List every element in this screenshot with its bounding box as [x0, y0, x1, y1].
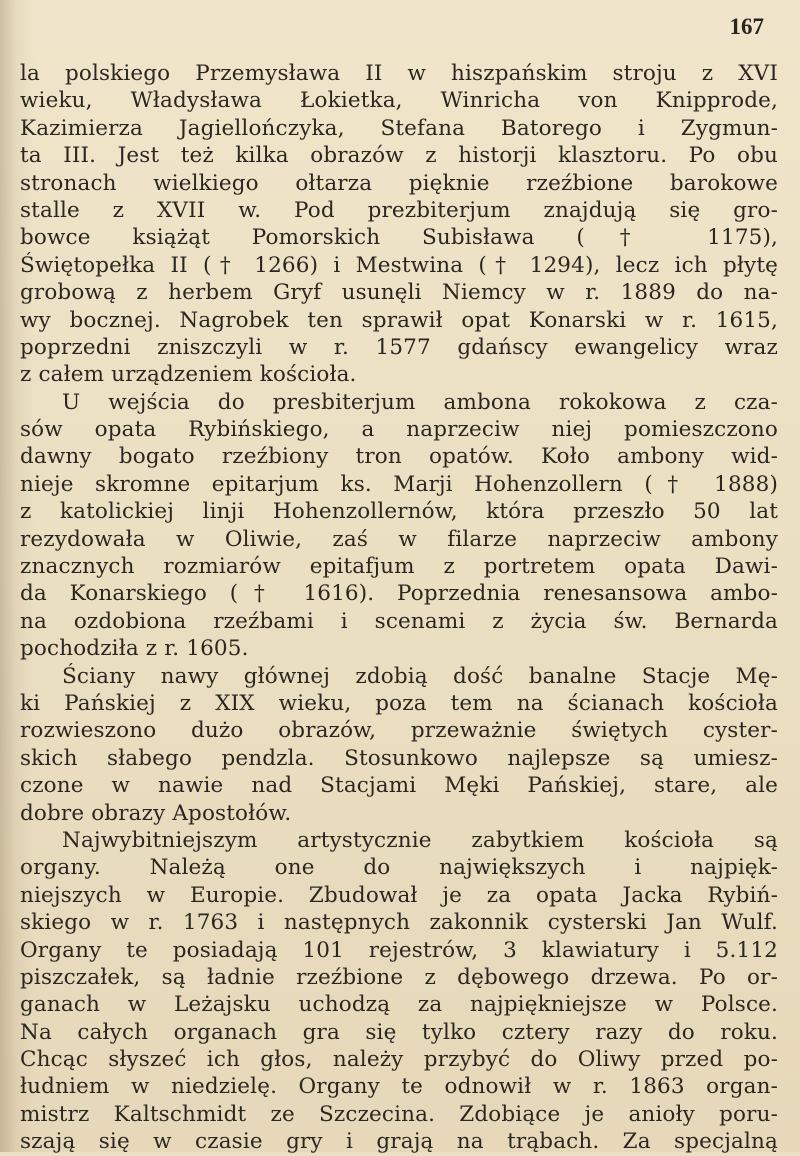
text-line: mistrz Kaltschmidt ze Szczecina. Zdobiące je anioły poru- — [20, 1101, 778, 1127]
text-line: ganach w Leżajsku uchodzą za najpiękniejsze w Polsce. — [20, 992, 778, 1018]
text-line: bowce książąt Pomorskich Subisława († 1175), — [20, 225, 778, 251]
text-line: la polskiego Przemysława II w hiszpańskim stroju z XVI — [20, 61, 778, 86]
text-line: da Konarskiego († 1616). Poprzednia renesansowa ambo- — [20, 581, 778, 607]
text-line: organy. Należą one do największych i najpięk- — [20, 855, 778, 881]
text-line: wy bocznej. Nagrobek ten sprawił opat Konarski w r. 1615, — [20, 307, 778, 333]
text-line: dobre obrazy Apostołów. — [20, 800, 292, 826]
text-line: grobową z herbem Gryf usunęli Niemcy w r. 1889 do na- — [20, 280, 778, 306]
text-line: skiego w r. 1763 i następnych zakonnik cysterski Jan Wulf. — [20, 910, 778, 936]
text-line: sów opata Rybińskiego, a naprzeciw niej pomieszczono — [20, 417, 778, 443]
body-text — [0, 60, 778, 1156]
text-line: Ściany nawy głównej zdobią dość banalne Stacje Mę- — [62, 663, 778, 689]
text-line: nieje skromne epitarjum ks. Marji Hohenzollern († 1888) — [20, 471, 778, 497]
text-line: wieku, Władysława Łokietka, Winricha von Knipprode, — [20, 88, 778, 114]
page-number: 167 — [729, 14, 764, 39]
text-line: na ozdobiona rzeźbami i scenami z życia św. Bernarda — [20, 608, 778, 634]
text-line: Świętopełka II († 1266) i Mestwina († 1294), lecz ich płytę — [20, 252, 778, 278]
text-line: stalle z XVII w. Pod prezbiterjum znajdują się gro- — [20, 197, 778, 223]
text-line: Organy te posiadają 101 rejestrów, 3 klawiatury i 5.112 — [20, 937, 778, 963]
text-line: ta III. Jest też kilka obrazów z historji klasztoru. Po obu — [20, 143, 778, 169]
text-line: rezydowała w Oliwie, zaś w filarze naprzeciw ambony — [20, 526, 778, 552]
text-line: U wejścia do presbiterjum ambona rokokowa z cza- — [62, 389, 778, 415]
text-line: znacznych rozmiarów epitafjum z portretem opata Dawi- — [20, 554, 778, 580]
text-line: skich słabego pendzla. Stosunkowo najlepsze są umiesz- — [20, 745, 778, 771]
text-line: z katolickiej linji Hohenzollernów, która przeszło 50 lat — [20, 499, 778, 525]
text-line: czone w nawie nad Stacjami Męki Pańskiej, stare, ale — [20, 773, 778, 799]
text-line: Najwybitniejszym artystycznie zabytkiem kościoła są — [62, 827, 778, 853]
text-line: szają się w czasie gry i grają na trąbach. Za specjalną — [20, 1129, 778, 1155]
text-line: Kazimierza Jagiellończyka, Stefana Batorego i Zygmun- — [20, 115, 778, 141]
text-line: dawny bogato rzeźbiony tron opatów. Koło ambony wid- — [20, 444, 778, 470]
text-line: łudniem w niedzielę. Organy te odnowił w r. 1863 organ- — [20, 1074, 778, 1100]
text-line: rozwieszono dużo obrazów, przeważnie świętych cyster- — [20, 718, 778, 744]
text-line: ki Pańskiej z XIX wieku, poza tem na ścianach kościoła — [20, 690, 778, 716]
text-line: poprzedni zniszczyli w r. 1577 gdańscy ewangelicy wraz — [20, 334, 778, 360]
text-line: stronach wielkiego ołtarza pięknie rzeźbione barokowe — [20, 170, 778, 196]
text-line: pochodziła z r. 1605. — [20, 636, 249, 662]
text-line: piszczałek, są ładnie rzeźbione z dębowego drzewa. Po or- — [20, 964, 778, 990]
text-line: niejszych w Europie. Zbudował je za opata Jacka Rybiń- — [20, 882, 778, 908]
text-line: z całem urządzeniem kościoła. — [20, 362, 357, 388]
text-line: Chcąc słyszeć ich głos, należy przybyć do Oliwy przed po- — [20, 1047, 778, 1073]
text-line: Na całych organach gra się tylko cztery razy do roku. — [20, 1019, 778, 1045]
